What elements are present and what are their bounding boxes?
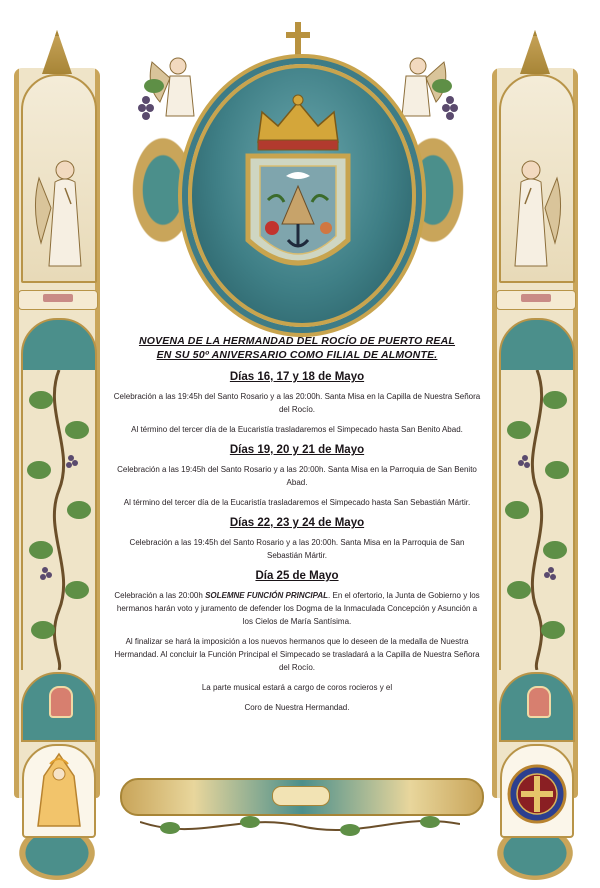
section-heading: Días 22, 23 y 24 de Mayo xyxy=(229,517,365,529)
right-banner xyxy=(496,290,576,310)
left-angel-niche xyxy=(21,74,97,283)
section-days-16-18 xyxy=(112,370,482,436)
bottom-ornament xyxy=(120,778,484,816)
right-medallion xyxy=(500,744,574,838)
bottom-grapevine-icon xyxy=(140,812,460,842)
section-paragraph: Al finalizar se hará la imposición a los nuevos hermanos que lo deseen de la medalla de Nuestra Hermandad. Al concluir la Función Principal el Simpecado se trasladará a la Capilla de Nuestra Señora del Rocío. xyxy=(114,637,480,672)
title-line-1: NOVENA DE LA HERMANDAD DEL ROCÍO DE PUERTO REAL xyxy=(138,335,456,347)
left-arch xyxy=(21,318,97,372)
right-angel-niche xyxy=(499,74,575,283)
left-lancet-window xyxy=(21,672,97,742)
right-pillar-base xyxy=(486,838,584,888)
grapes-icon xyxy=(128,58,168,138)
left-vine-panel xyxy=(21,370,97,670)
section-paragraph: Celebración a las 19:45h del Santo Rosario y a las 20:00h. Santa Misa en la Capilla de Nuestra Señora del Rocío. xyxy=(113,392,481,414)
virgin-image-icon xyxy=(24,746,94,836)
section-paragraph: Celebración a las 19:45h del Santo Rosario y a las 20:00h. Santa Misa en la Parroquia de San Sebastián Mártir. xyxy=(129,538,465,560)
praying-angel-icon xyxy=(509,148,565,268)
left-banner xyxy=(18,290,98,310)
section-paragraph: Celebración a las 19:45h del Santo Rosario y a las 20:00h. Santa Misa en la Parroquia de San Benito Abad. xyxy=(117,465,477,487)
paragraph-text: Celebración a las 20:00h xyxy=(114,591,206,600)
section-heading: Día 25 de Mayo xyxy=(255,570,339,582)
saint-benedict-medal-icon xyxy=(502,746,572,836)
section-heading: Días 19, 20 y 21 de Mayo xyxy=(229,444,365,456)
grapevine-icon xyxy=(501,370,573,670)
right-spire xyxy=(520,30,550,74)
right-arch xyxy=(499,318,575,372)
section-days-19-21 xyxy=(112,443,482,509)
paragraph-text: . En el ofertorio, la Junta de Gobierno y los hermanos harán voto y juramento de defender los Dogma de la Inmaculada Concepción y Asunción a los Cielos de María Santísima. xyxy=(116,591,480,626)
section-days-22-24 xyxy=(112,516,482,562)
section-heading: Días 16, 17 y 18 de Mayo xyxy=(229,371,365,383)
coat-of-arms-icon xyxy=(228,90,368,290)
section-paragraph: Al término del tercer día de la Eucaristía trasladaremos el Simpecado hasta San Benito Abad. xyxy=(131,425,463,434)
left-pillar-base xyxy=(8,838,106,888)
novena-program xyxy=(112,334,482,721)
left-pillar xyxy=(14,68,100,798)
left-medallion xyxy=(22,744,96,838)
grapes-icon xyxy=(428,58,468,138)
grapevine-icon xyxy=(23,370,95,670)
right-lancet-window xyxy=(499,672,575,742)
section-paragraph: Al término del tercer día de la Eucaristía trasladaremos el Simpecado hasta San Sebastián Mártir. xyxy=(123,498,471,507)
solemne-funcion-emphasis: SOLEMNE FUNCIÓN PRINCIPAL xyxy=(205,591,329,600)
left-spire xyxy=(42,30,72,74)
hermandad-crest xyxy=(128,22,468,322)
section-paragraph: Coro de Nuestra Hermandad. xyxy=(244,703,350,712)
cross-icon xyxy=(286,22,310,62)
praying-angel-icon xyxy=(31,148,87,268)
section-paragraph xyxy=(112,589,482,628)
title-line-2: EN SU 50º ANIVERSARIO COMO FILIAL DE ALMONTE. xyxy=(156,349,438,361)
title-block xyxy=(112,334,482,362)
section-day-25 xyxy=(112,569,482,714)
right-pillar xyxy=(492,68,578,798)
right-vine-panel xyxy=(499,370,575,670)
section-paragraph: La parte musical estará a cargo de coros rocieros y el xyxy=(201,683,393,692)
